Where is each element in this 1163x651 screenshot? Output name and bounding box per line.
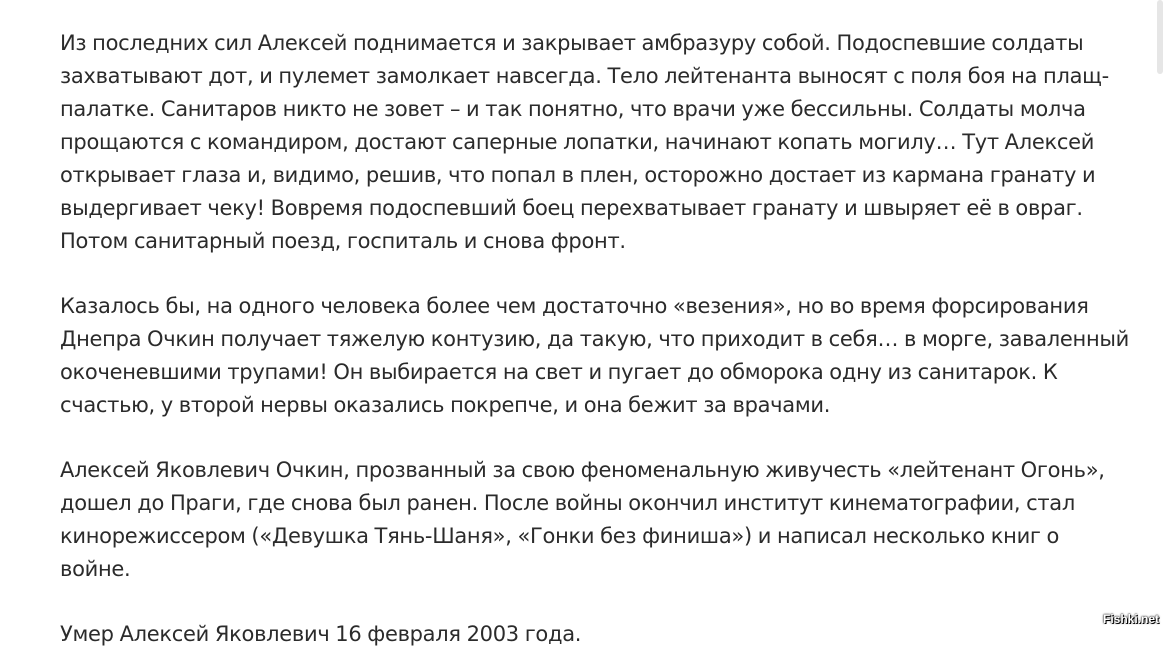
article-body — [60, 27, 1130, 651]
paragraph-morgue-episode: Казалось бы, на одного человека более чем достаточно «везения», но во время форсирования Днепра Очкин получает тяжелую контузию, да такую, что приходит в себя… в морге, заваленный окоченевшими трупами! Он выбирается на свет и пугает до обморока одну из санитарок. К счастью, у второй нервы оказались покрепче, и она бежит за врачами. — [60, 294, 1130, 417]
paragraph-biography: Алексей Яковлевич Очкин, прозванный за свою феноменальную живучесть «лейтенант Огонь», дошел до Праги, где снова был ранен. После войны окончил институт кинематографии, стал кинорежиссером («Девушка Тянь-Шаня», «Гонки без финиша») и написал несколько книг о войне. — [60, 458, 1105, 581]
paragraph-spacer — [60, 586, 1130, 618]
paragraph-spacer — [60, 422, 1130, 454]
paragraph-death-date: Умер Алексей Яковлевич 16 февраля 2003 года. — [60, 622, 582, 646]
paragraph-spacer — [60, 258, 1130, 290]
scrollbar-thumb[interactable] — [1157, 0, 1163, 74]
site-watermark: Fishki.net — [1102, 612, 1159, 626]
paragraph-grenade-episode: Из последних сил Алексей поднимается и закрывает амбразуру собой. Подоспевшие солдаты захватывают дот, и пулемет замолкает навсегда. Тело лейтенанта выносят с поля боя на плащ-палатке. Санитаров никто не зовет – и так понятно, что врачи уже бессильны. Солдаты молча прощаются с командиром, достают саперные лопатки, начинают копать могилу… Тут Алексей открывает глаза и, видимо, решив, что попал в плен, осторожно достает из кармана гранату и выдергивает чеку! Вовремя подоспевший боец перехватывает гранату и швыряет её в овраг. Потом санитарный поезд, госпиталь и снова фронт. — [60, 31, 1109, 253]
